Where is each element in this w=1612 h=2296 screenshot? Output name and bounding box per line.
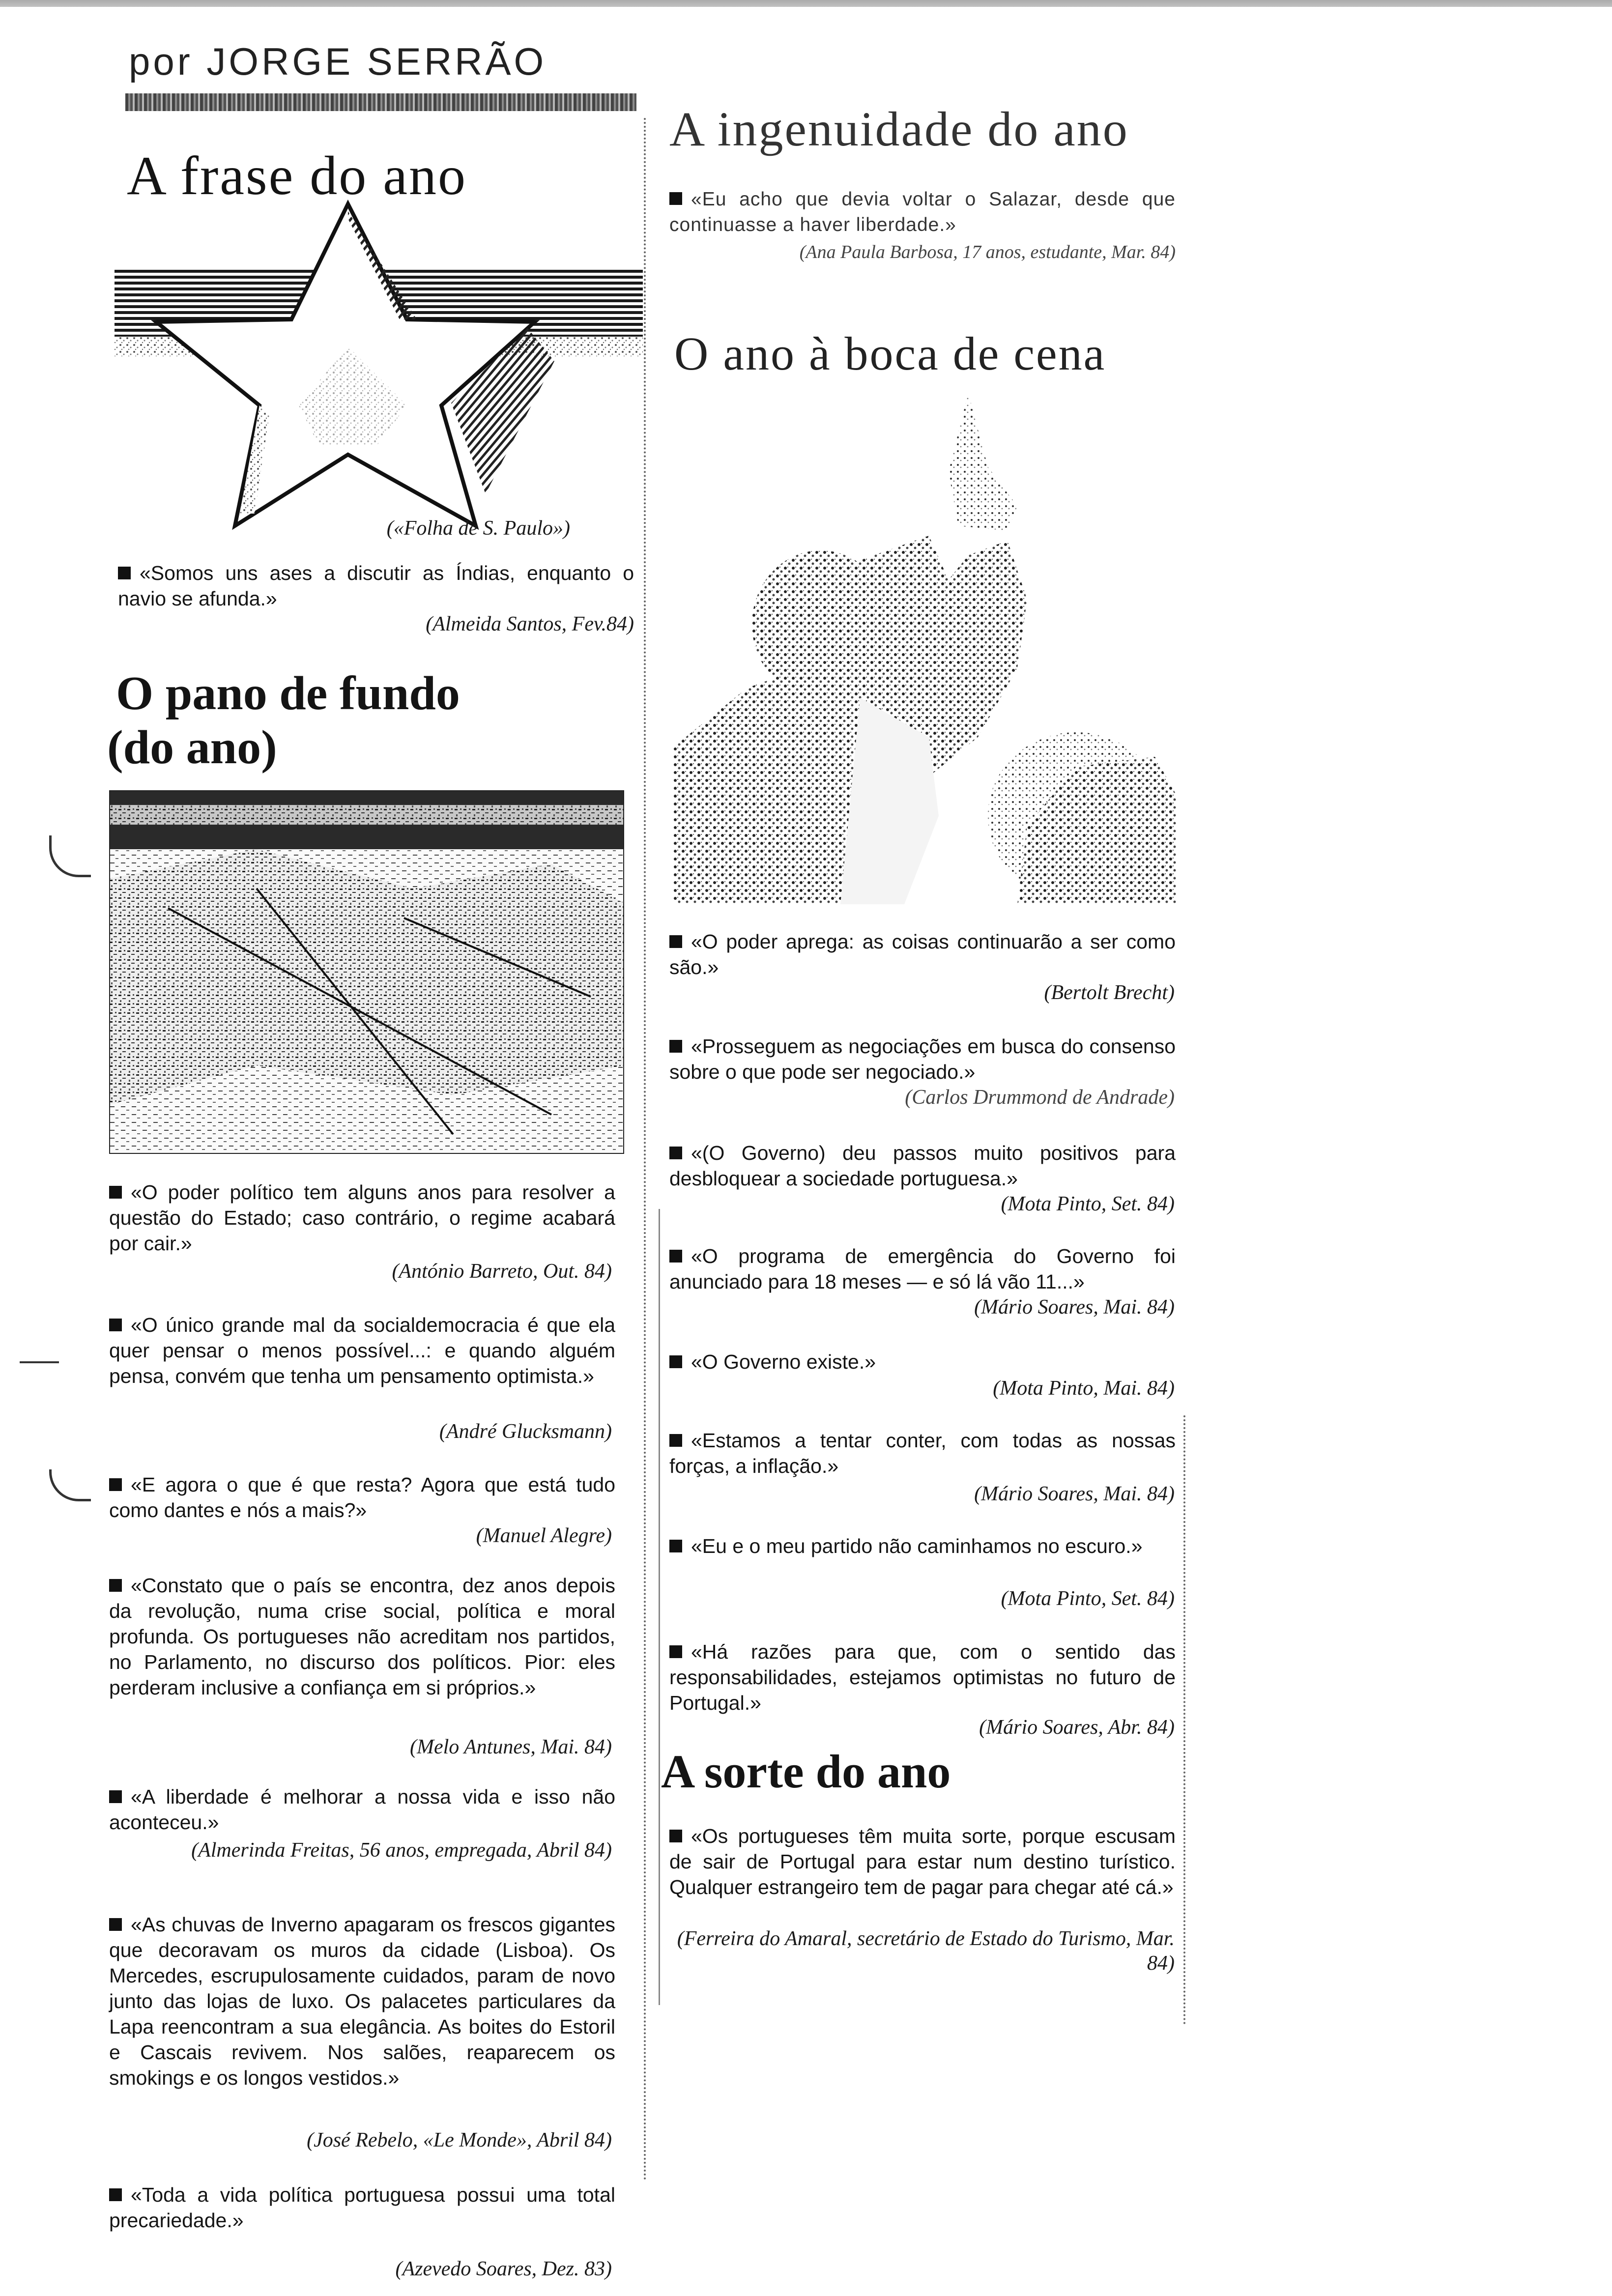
masthead-rule [125,93,636,111]
column-divider-right [1183,1415,1185,2025]
quote-text: «O programa de emergência do Governo foi anunciado para 18 meses — e só lá vão 11...» [669,1245,1176,1293]
boca-quote-5 [669,1349,1176,1375]
pano-attr-1: (António Barreto, Out. 84) [392,1260,612,1283]
boca-quote-1 [669,929,1176,980]
frase-attribution: (Almeida Santos, Fev.84) [426,613,634,635]
quote-text: «(O Governo) deu passos muito positivos para desbloquear a sociedade portuguesa.» [669,1142,1176,1190]
frase-quote [118,560,634,611]
top-border [0,0,1612,7]
bullet-square [109,1918,122,1931]
boca-quote-3 [669,1140,1176,1191]
pano-quote-7 [109,2182,615,2233]
boca-photo [673,393,1177,904]
star-illustration [112,199,645,533]
sorte-attribution: (Ferreira do Amaral, secretário de Estado do Turismo, Mar. 84) [677,1927,1175,1975]
pano-attr-4: (Melo Antunes, Mai. 84) [410,1736,612,1758]
boca-quote-2 [669,1033,1176,1085]
ingenuidade-heading: A ingenuidade do ano [669,102,1129,156]
bullet-square [669,1540,682,1552]
pano-quote-6 [109,1912,615,2091]
pano-quote-4 [109,1573,615,1700]
quote-text: «Toda a vida política portuguesa possui uma total precariedade.» [109,2183,615,2232]
quote-text: «E agora o que é que resta? Agora que está tudo como dantes e nós a mais?» [109,1473,615,1521]
pano-attr-6: (José Rebelo, «Le Monde», Abril 84) [307,2129,612,2152]
frase-quote-text: «Somos uns ases a discutir as Índias, enquanto o navio se afunda.» [118,562,634,610]
bullet-square [669,1147,682,1159]
column-divider-mid [659,1209,660,2005]
quote-text: «Prosseguem as negociações em busca do consenso sobre o que pode ser negociado.» [669,1035,1176,1083]
pano-quote-3 [109,1472,615,1523]
pano-attr-7: (Azevedo Soares, Dez. 83) [395,2258,612,2280]
quote-text: «Constato que o país se encontra, dez anos depois da revolução, numa crise social, política e moral profunda. Os portugueses não acreditam nos partidos, no Parlamento, no discurso dos políticos. Pior: eles perderam inclusive a confiança em si próprios.» [109,1574,615,1699]
pano-attr-5: (Almerinda Freitas, 56 anos, empregada, Abril 84) [191,1839,612,1862]
bullet-square [109,1790,122,1803]
bullet-square [669,1250,682,1263]
quote-text: «O poder aprega: as coisas continuarão a ser como são.» [669,930,1176,978]
quote-text: «Estamos a tentar conter, com todas as nossas forças, a inflação.» [669,1429,1176,1477]
bullet-square [109,1186,122,1199]
pano-quote-2 [109,1312,615,1389]
quote-text: «O Governo existe.» [691,1350,876,1373]
bullet-square [669,1645,682,1658]
pano-attr-2: (André Glucksmann) [439,1420,612,1443]
margin-mark [49,1469,91,1501]
pano-photo [109,790,624,1154]
frase-heading: A frase do ano [127,145,467,206]
bullet-square [118,567,131,579]
quote-text: «A liberdade é melhorar a nossa vida e isso não aconteceu.» [109,1785,615,1834]
quote-text: «As chuvas de Inverno apagaram os frescos gigantes que decoravam os muros da cidade (Lisboa). Os Mercedes, escrupulosamente cuidados, param de novo junto das lojas de luxo. Os palacetes particulares da Lapa reencontram a sua elegância. As boites do Estoril e Cascais revivem. Nos salões, reaparecem os smokings e os longos vestidos.» [109,1913,615,2089]
quote-text: «Eu e o meu partido não caminhamos no escuro.» [691,1535,1143,1557]
boca-quote-8 [669,1639,1176,1716]
boca-heading: O ano à boca de cena [674,327,1106,380]
bullet-square [669,1040,682,1053]
boca-attr-4: (Mário Soares, Mai. 84) [974,1296,1175,1319]
boca-attr-5: (Mota Pinto, Mai. 84) [993,1377,1175,1400]
quote-text: «Há razões para que, com o sentido das responsabilidades, estejamos optimistas no futuro de Portugal.» [669,1640,1176,1714]
margin-mark [20,1361,59,1363]
bullet-square [669,935,682,948]
boca-attr-8: (Mário Soares, Abr. 84) [979,1716,1175,1739]
boca-quote-4 [669,1243,1176,1294]
bullet-square [669,1830,682,1842]
pano-quote-5 [109,1784,615,1835]
ingenuidade-quote-text: «Eu acho que devia voltar o Salazar, desde que continuasse a haver liberdade.» [669,189,1176,235]
boca-attr-6: (Mário Soares, Mai. 84) [974,1483,1175,1505]
byline: por JORGE SERRÃO [129,40,547,83]
boca-quote-6 [669,1428,1176,1479]
pano-heading-line2: (do ano) [107,721,277,774]
bullet-square [109,2188,122,2201]
bullet-square [109,1478,122,1491]
sorte-quote-text: «Os portugueses têm muita sorte, porque escusam de sair de Portugal para estar num destino turístico. Qualquer estrangeiro tem de pagar para chegar até cá.» [669,1825,1176,1898]
bullet-square [109,1319,122,1331]
boca-attr-7: (Mota Pinto, Set. 84) [1001,1587,1175,1610]
frase-caption: («Folha de S. Paulo») [386,517,570,540]
quote-text: «O único grande mal da socialdemocracia é que ela quer pensar o menos possível...: e quando alguém pensa, convém que tenha um pensamento optimista.» [109,1314,615,1387]
pano-attr-3: (Manuel Alegre) [476,1524,612,1547]
pano-heading-line1: O pano de fundo [116,667,460,720]
ingenuidade-quote [669,187,1176,238]
quote-text: «O poder político tem alguns anos para resolver a questão do Estado; caso contrário, o regime acabará por cair.» [109,1181,615,1255]
ingenuidade-attribution: (Ana Paula Barbosa, 17 anos, estudante, Mar. 84) [799,242,1176,262]
bullet-square [669,192,682,205]
boca-attr-3: (Mota Pinto, Set. 84) [1001,1193,1175,1215]
bullet-square [109,1579,122,1592]
pano-quote-1 [109,1179,615,1256]
boca-attr-1: (Bertolt Brecht) [1044,981,1175,1004]
boca-quote-7 [669,1533,1176,1559]
boca-attr-2: (Carlos Drummond de Andrade) [905,1086,1175,1109]
margin-mark [49,835,91,877]
bullet-square [669,1355,682,1368]
bullet-square [669,1434,682,1447]
sorte-heading: A sorte do ano [661,1745,951,1798]
sorte-quote [669,1823,1176,1900]
